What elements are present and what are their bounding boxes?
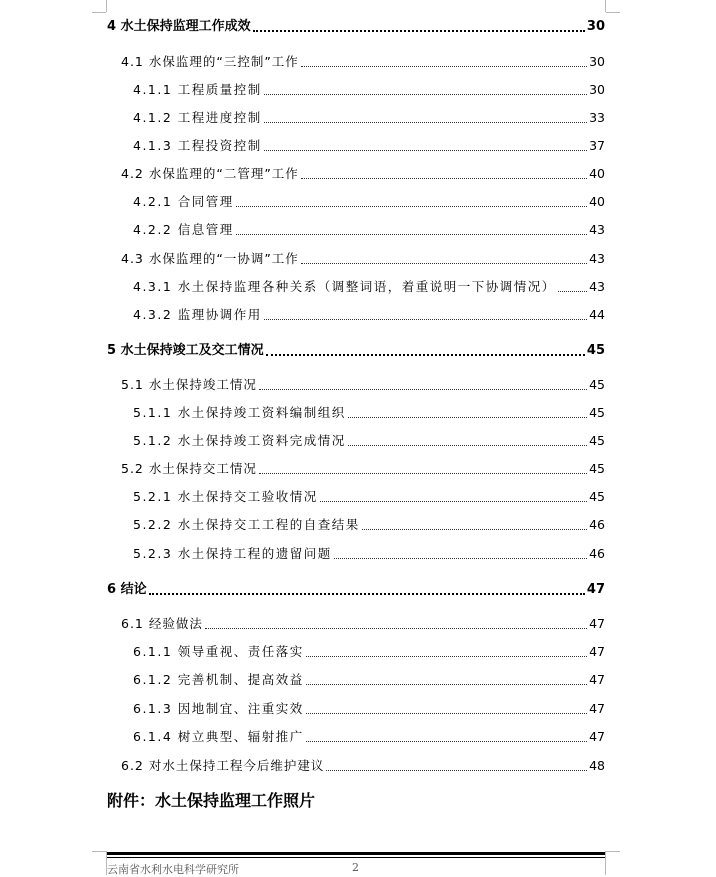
toc-entry[interactable] — [133, 137, 605, 155]
toc-dot-leader — [236, 205, 587, 207]
toc-dot-leader — [301, 262, 587, 264]
toc-entry-page: 44 — [589, 307, 605, 322]
toc-entry[interactable] — [133, 516, 605, 534]
toc-entry[interactable] — [133, 728, 605, 746]
toc-entry-title: 5.1.1 水土保持竣工资料编制组织 — [133, 405, 346, 420]
toc-entry-title: 4.3.1 水土保持监理各种关系（调整词语，着重说明一下协调情况） — [133, 279, 556, 294]
crop-mark — [92, 851, 106, 852]
toc-entry-title: 5.2.3 水土保持工程的遗留问题 — [133, 546, 332, 561]
toc-entry-page: 30 — [589, 82, 605, 97]
toc-entry[interactable] — [133, 404, 605, 422]
crop-mark — [606, 851, 620, 852]
toc-entry-title: 5 水土保持竣工及交工情况 — [107, 343, 264, 358]
footer-rule — [107, 857, 605, 858]
toc-entry[interactable] — [133, 671, 605, 689]
toc-entry[interactable] — [133, 109, 605, 127]
toc-dot-leader — [348, 444, 587, 446]
appendix-heading: 附件：水土保持监理工作照片 — [107, 791, 316, 810]
toc-entry[interactable] — [121, 165, 605, 183]
toc-entry-page: 40 — [589, 166, 605, 181]
toc-entry-title: 4.2.1 合同管理 — [133, 194, 234, 209]
crop-mark — [92, 12, 106, 13]
toc-entry-page: 46 — [589, 546, 605, 561]
toc-entry-page: 45 — [589, 461, 605, 476]
toc-dot-leader — [558, 290, 587, 292]
footer-page-number: 2 — [352, 861, 359, 874]
toc-entry[interactable] — [133, 432, 605, 450]
toc-dot-leader — [326, 769, 587, 771]
toc-entry-page: 43 — [589, 251, 605, 266]
toc-entry-title: 4.1.1 工程质量控制 — [133, 82, 262, 97]
toc-entry-title: 4.1 水保监理的“三控制”工作 — [121, 54, 299, 69]
toc-entry-page: 47 — [589, 672, 605, 687]
toc-entry-page: 40 — [589, 194, 605, 209]
toc-entry-page: 43 — [589, 222, 605, 237]
footer-organization: 云南省水利水电科学研究所 — [107, 863, 239, 876]
toc-entry[interactable] — [133, 81, 605, 99]
toc-entry-page: 46 — [589, 517, 605, 532]
crop-mark — [605, 851, 606, 875]
toc-entry-title: 6 结论 — [107, 582, 147, 597]
crop-mark — [106, 0, 107, 12]
toc-dot-leader — [306, 712, 587, 714]
toc-entry-page: 48 — [589, 758, 605, 773]
toc-entry-title: 4.1.2 工程进度控制 — [133, 110, 262, 125]
toc-entry-title: 6.2 对水土保持工程今后维护建议 — [121, 758, 325, 773]
toc-dot-leader — [301, 177, 587, 179]
toc-dot-leader — [205, 627, 587, 629]
toc-dot-leader — [264, 149, 587, 151]
toc-entry[interactable] — [133, 700, 605, 718]
toc-dot-leader — [320, 500, 587, 502]
toc-dot-leader — [236, 233, 587, 235]
toc-dot-leader — [348, 416, 587, 418]
toc-entry[interactable] — [133, 488, 605, 506]
toc-entry[interactable] — [133, 643, 605, 661]
toc-entry-title: 6.1 经验做法 — [121, 616, 203, 631]
toc-entry-page: 45 — [589, 489, 605, 504]
toc-entry-page: 45 — [589, 377, 605, 392]
crop-mark — [606, 12, 620, 13]
toc-entry[interactable] — [133, 306, 605, 324]
toc-dot-leader — [253, 29, 585, 32]
toc-entry-page: 47 — [589, 644, 605, 659]
toc-dot-leader — [259, 388, 587, 390]
toc-dot-leader — [362, 528, 587, 530]
toc-entry[interactable] — [133, 278, 605, 296]
toc-entry[interactable] — [121, 757, 605, 775]
toc-entry[interactable] — [121, 53, 605, 71]
toc-entry[interactable] — [107, 581, 605, 599]
toc-entry[interactable] — [107, 18, 605, 36]
toc-entry-page: 47 — [586, 582, 605, 597]
toc-dot-leader — [266, 353, 585, 356]
toc-entry-title: 6.1.4 树立典型、辐射推广 — [133, 729, 304, 744]
toc-entry-title: 5.2.1 水土保持交工验收情况 — [133, 489, 318, 504]
toc-entry-title: 4.3.2 监理协调作用 — [133, 307, 262, 322]
toc-entry[interactable] — [133, 221, 605, 239]
toc-entry-title: 6.1.1 领导重视、责任落实 — [133, 644, 304, 659]
toc-dot-leader — [264, 121, 587, 123]
toc-entry-page: 33 — [589, 110, 605, 125]
toc-entry-page: 30 — [586, 19, 605, 34]
toc-entry[interactable] — [133, 545, 605, 563]
toc-dot-leader — [264, 318, 587, 320]
crop-mark — [605, 0, 606, 12]
toc-entry-page: 45 — [589, 405, 605, 420]
toc-entry-title: 5.2 水土保持交工情况 — [121, 461, 257, 476]
toc-dot-leader — [306, 683, 587, 685]
toc-entry-title: 6.1.3 因地制宜、注重实效 — [133, 701, 304, 716]
toc-entry-title: 4.1.3 工程投资控制 — [133, 138, 262, 153]
toc-dot-leader — [306, 740, 587, 742]
toc-entry[interactable] — [121, 460, 605, 478]
toc-entry[interactable] — [121, 376, 605, 394]
toc-dot-leader — [149, 592, 585, 595]
toc-entry[interactable] — [121, 250, 605, 268]
toc-entry[interactable] — [133, 193, 605, 211]
footer-rule — [107, 852, 605, 855]
toc-entry-title: 5.1.2 水土保持竣工资料完成情况 — [133, 433, 346, 448]
toc-entry[interactable] — [121, 615, 605, 633]
toc-entry-page: 47 — [589, 701, 605, 716]
toc-entry-page: 47 — [589, 729, 605, 744]
toc-entry-title: 4 水土保持监理工作成效 — [107, 19, 251, 34]
toc-entry-title: 4.2 水保监理的“二管理”工作 — [121, 166, 299, 181]
toc-entry-page: 43 — [589, 279, 605, 294]
toc-entry[interactable] — [107, 342, 605, 360]
toc-entry-page: 37 — [589, 138, 605, 153]
toc-dot-leader — [259, 472, 587, 474]
toc-dot-leader — [306, 655, 587, 657]
toc-entry-title: 4.3 水保监理的“一协调”工作 — [121, 251, 299, 266]
toc-entry-page: 45 — [589, 433, 605, 448]
toc-entry-title: 6.1.2 完善机制、提高效益 — [133, 672, 304, 687]
toc-entry-title: 4.2.2 信息管理 — [133, 222, 234, 237]
toc-entry-page: 45 — [586, 343, 605, 358]
toc-dot-leader — [334, 557, 587, 559]
toc-entry-page: 47 — [589, 616, 605, 631]
toc-entry-title: 5.2.2 水土保持交工工程的自查结果 — [133, 517, 360, 532]
toc-dot-leader — [301, 65, 587, 67]
toc-entry-title: 5.1 水土保持竣工情况 — [121, 377, 257, 392]
toc-entry-page: 30 — [589, 54, 605, 69]
toc-dot-leader — [264, 93, 587, 95]
